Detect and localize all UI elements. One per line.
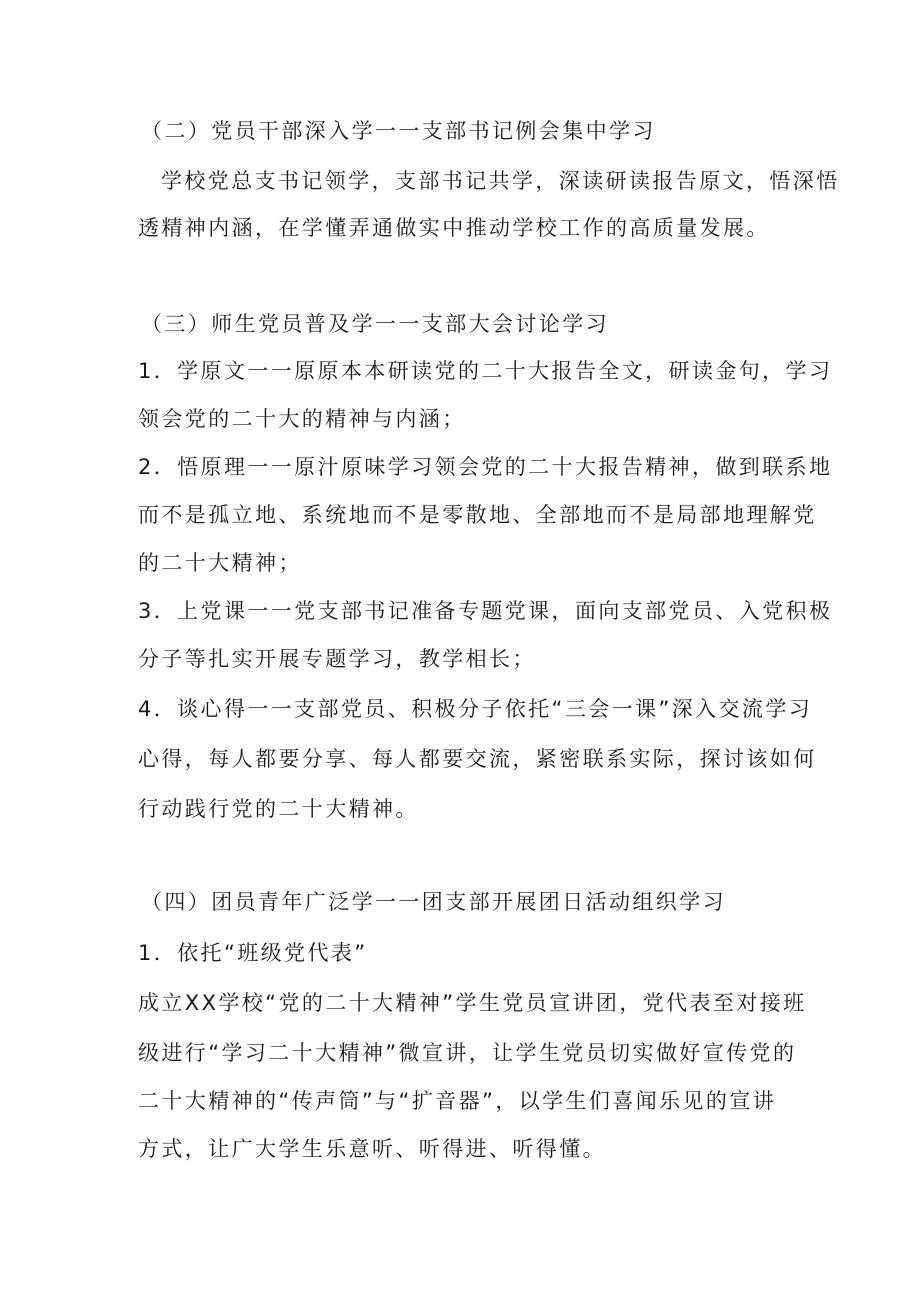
paragraph-line: 级进行“学习二十大精神”微宣讲，让学生党员切实做好宣传党的 (138, 1041, 797, 1065)
list-item-line: 4．谈心得一一支部党员、积极分子依托“三会一课”深入交流学习 (138, 697, 813, 721)
list-item-line: 1．学原文一一原原本本研读党的二十大报告全文，研读金句，学习 (138, 359, 833, 383)
list-item-line: 分子等扎实开展专题学习，教学相长； (138, 647, 536, 671)
paragraph-line: 透精神内涵，在学懂弄通做实中推动学校工作的高质量发展。 (138, 216, 770, 240)
list-item-line: 行动践行党的二十大精神。 (138, 797, 419, 821)
section-heading-4: （四）团员青年广泛学一一团支部开展团日活动组织学习 (141, 890, 726, 914)
list-item-line: 1．依托“班级党代表” (138, 941, 368, 965)
list-item-line: 心得，每人都要分享、每人都要交流，紧密联系实际，探讨该如何 (138, 747, 817, 771)
paragraph-line: 方式，让广大学生乐意听、听得进、听得懂。 (138, 1137, 606, 1161)
list-item-line: 3．上党课一一党支部书记准备专题党课，面向支部党员、入党积极 (138, 599, 833, 623)
list-item-line: 2．悟原理一一原汁原味学习领会党的二十大报告精神，做到联系地 (138, 455, 833, 479)
list-item-line: 领会党的二十大的精神与内涵； (138, 407, 466, 431)
list-item-line: 的二十大精神； (138, 551, 302, 575)
paragraph-line: 二十大精神的“传声筒”与“扩音器”，以学生们喜闻乐见的宣讲 (138, 1089, 777, 1113)
paragraph-line: 学校党总支书记领学，支部书记共学，深读研读报告原文，悟深悟 (161, 169, 840, 193)
section-heading-3: （三）师生党员普及学一一支部大会讨论学习 (141, 312, 609, 336)
paragraph-line: 成立XX学校“党的二十大精神”学生党员宣讲团，党代表至对接班 (138, 991, 807, 1015)
section-heading-2: （二）党员干部深入学一一支部书记例会集中学习 (141, 119, 656, 143)
list-item-line: 而不是孤立地、系统地而不是零散地、全部地而不是局部地理解党 (138, 503, 817, 527)
